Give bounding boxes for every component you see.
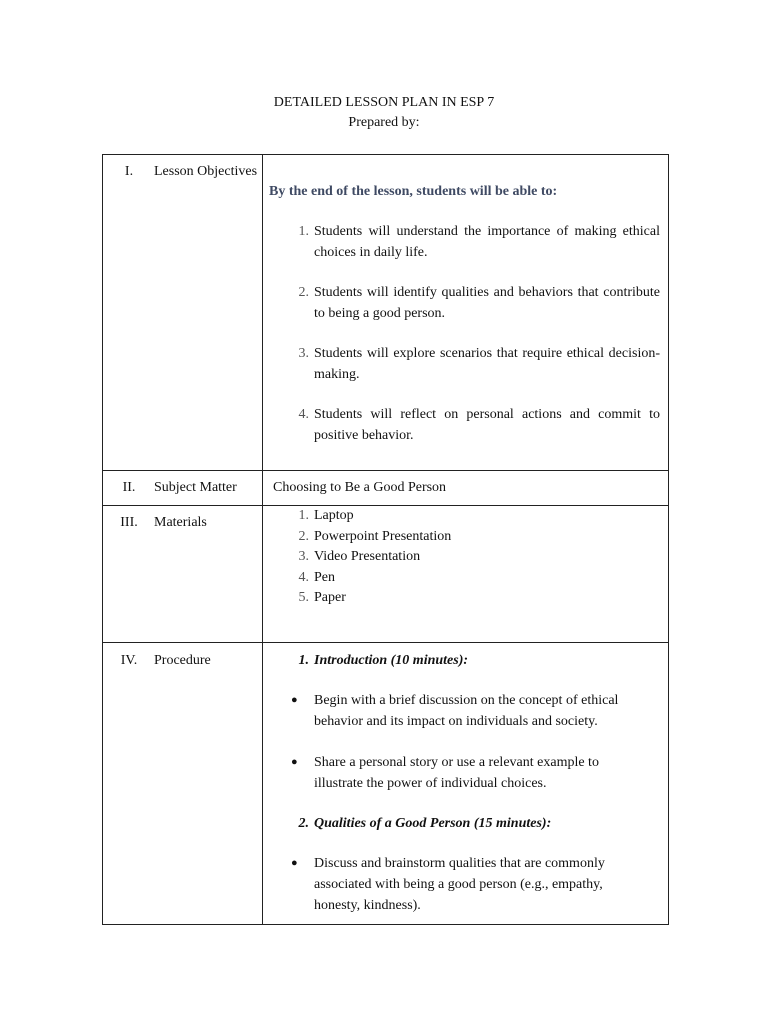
section-label: Lesson Objectives — [154, 164, 258, 179]
procedure-step-heading — [263, 651, 668, 671]
item-text: Students will reflect on personal actions and commit to positive behavior. — [314, 407, 660, 443]
item-text: Powerpoint Presentation — [314, 528, 452, 544]
item-number: 1. — [298, 224, 309, 239]
list-item — [263, 282, 668, 324]
section-label: Procedure — [154, 653, 211, 668]
section-label: Materials — [154, 515, 207, 530]
procedure-step-heading — [263, 814, 668, 834]
document-title: DETAILED LESSON PLAN IN ESP 7 — [273, 95, 495, 110]
subject-value: Choosing to Be a Good Person — [273, 480, 447, 495]
step-title: Qualities of a Good Person (15 minutes): — [314, 816, 552, 831]
list-item — [263, 343, 668, 385]
bullet-item: ● Share a personal story or use a relevant example to illustrate the power of individual choices. — [263, 752, 668, 794]
item-text: Pen — [314, 569, 335, 585]
section-label: Subject Matter — [154, 480, 237, 495]
item-number: 1. — [298, 508, 309, 523]
objectives-label-cell — [103, 155, 263, 471]
item-number: 4. — [298, 407, 309, 422]
procedure-bullets — [263, 690, 668, 794]
list-item — [263, 506, 668, 527]
list-item — [263, 221, 668, 263]
materials-content-cell — [263, 506, 669, 643]
objectives-heading: By the end of the lesson, students will be able to: — [269, 184, 558, 199]
step-title: Introduction (10 minutes): — [314, 653, 469, 668]
list-item — [263, 588, 668, 609]
subject-content-cell — [263, 471, 669, 506]
item-number: 4. — [298, 569, 309, 585]
procedure-bullets — [263, 853, 668, 916]
materials-list — [263, 506, 668, 609]
list-item — [263, 547, 668, 568]
subject-row — [103, 471, 669, 506]
list-item — [263, 404, 668, 446]
objectives-content-cell — [263, 155, 669, 471]
subject-label-cell — [103, 471, 263, 506]
item-number: 3. — [298, 346, 309, 361]
roman-numeral: II. — [122, 480, 136, 495]
item-text: Students will identify qualities and behaviors that contribute to being a good person. — [314, 285, 660, 321]
materials-label-cell — [103, 506, 263, 643]
materials-row — [103, 506, 669, 643]
prepared-by-line: Prepared by: — [348, 115, 420, 130]
item-text: Laptop — [314, 508, 354, 523]
lesson-plan-table — [102, 154, 669, 925]
roman-numeral: I. — [124, 164, 134, 179]
item-number: 2. — [298, 285, 309, 300]
item-text: Video Presentation — [314, 549, 421, 564]
roman-numeral: III. — [120, 515, 138, 530]
step-number: 2. — [298, 816, 309, 831]
item-number: 5. — [298, 590, 309, 605]
bullet-item: ● Begin with a brief discussion on the concept of ethical behavior and its impact on individuals and society. — [263, 690, 668, 732]
bullet-item: ● Discuss and brainstorm qualities that are commonly associated with being a good person (e.g., empathy, honesty, kindness). — [263, 853, 668, 916]
procedure-label-cell — [103, 643, 263, 925]
step-number: 1. — [298, 653, 309, 668]
item-number: 2. — [298, 528, 309, 544]
procedure-row — [103, 643, 669, 925]
list-item — [263, 568, 668, 589]
roman-numeral: IV. — [120, 653, 138, 668]
procedure-content-cell — [263, 643, 669, 925]
item-text: Students will understand the importance of making ethical choices in daily life. — [314, 224, 660, 260]
objectives-row — [103, 155, 669, 471]
objectives-list — [263, 221, 668, 446]
item-number: 3. — [298, 549, 309, 564]
item-text: Students will explore scenarios that require ethical decision-making. — [314, 346, 660, 382]
item-text: Paper — [314, 590, 346, 605]
list-item — [263, 527, 668, 548]
